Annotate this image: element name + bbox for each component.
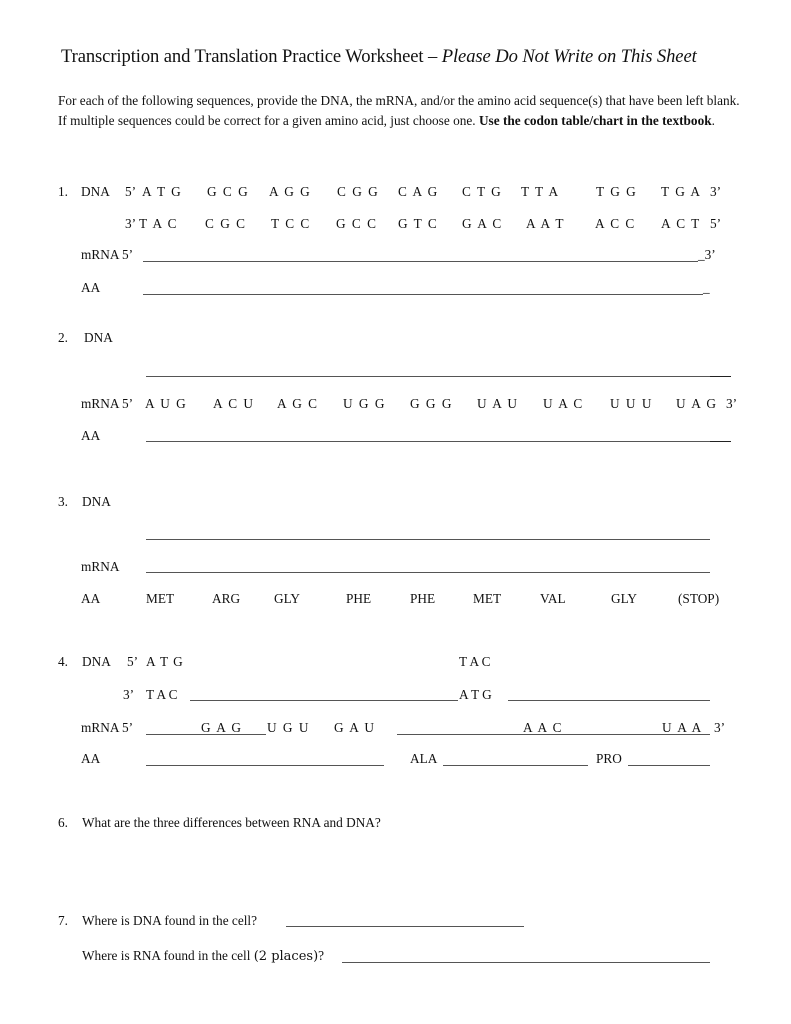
q1-bottom-codon: G T C [398, 216, 437, 231]
q3-amino-acid: GLY [274, 591, 300, 606]
q4-aa-ala: ALA [410, 751, 438, 766]
q3-number: 3. [58, 494, 68, 509]
q1-top-codon: T G G [596, 184, 636, 199]
q4-aa-label: AA [81, 751, 101, 766]
q6-number: 6. [58, 815, 68, 830]
instructions-end: . [711, 113, 715, 128]
q4-number: 4. [58, 654, 68, 669]
q1-bottom-codon: T A C [139, 216, 177, 231]
q4-top-start-codon: A T G [146, 654, 183, 669]
q4-mrna-suffix: 3’ [714, 720, 726, 735]
instructions-bold: Use the codon table/chart in the textbook [478, 113, 712, 128]
q4-mrna-codon-5: U A A [662, 720, 702, 735]
q2-number: 2. [58, 330, 68, 345]
q1-mrna-label: mRNA 5’ [81, 247, 134, 262]
q4-aa-answer-line-1[interactable] [146, 765, 384, 766]
q4-top-prefix: 5’ [127, 654, 139, 669]
q1-bottom-codon: A A T [526, 216, 564, 231]
q1-bottom-codon-suffix: 5’ [710, 216, 722, 231]
q3-amino-acid: PHE [346, 591, 372, 606]
q1-mrna-answer-line[interactable] [143, 261, 698, 262]
q1-dna-label: DNA [81, 184, 110, 199]
q1-bottom-codon: G C C [336, 216, 376, 231]
q1-bottom-codon: T C C [271, 216, 310, 231]
q2-mrna-codon: U A C [543, 396, 583, 411]
q4-aa-pro: PRO [596, 751, 622, 766]
q1-top-codon: C G G [337, 184, 378, 199]
q3-amino-acid: MET [146, 591, 175, 606]
q3-amino-acid: (STOP) [678, 591, 720, 606]
q1-top-codon: C A G [398, 184, 438, 199]
q7-dna-answer-line[interactable] [286, 926, 524, 927]
q4-mrna-codon-3: G A U [334, 720, 374, 735]
q4-mrna-label: mRNA 5’ [81, 720, 134, 735]
q6-question: What are the three differences between RNA and DNA? [82, 815, 381, 830]
q4-mrna-codon-2: U G U [267, 720, 309, 735]
q7-question-rna [82, 948, 324, 964]
q1-top-codon: A G G [269, 184, 310, 199]
q3-dna-label: DNA [82, 494, 111, 509]
q1-mrna-end: _3’ [698, 247, 716, 262]
q7-question-dna: Where is DNA found in the cell? [82, 913, 258, 928]
q2-aa-answer-line[interactable] [146, 441, 710, 442]
q7-question-rna-places: (2 places) [253, 949, 319, 964]
q1-top-codon: G C G [207, 184, 248, 199]
q3-amino-acid: PHE [410, 591, 436, 606]
q3-amino-acid: MET [473, 591, 502, 606]
q4-bottom-start-codon: T A C [146, 687, 178, 702]
q3-mrna-answer-line[interactable] [146, 572, 710, 573]
q1-top-codon-suffix: 3’ [710, 184, 722, 199]
q1-bottom-codon: C G C [205, 216, 245, 231]
q3-dna-answer-line[interactable] [146, 539, 710, 540]
q2-dna-label: DNA [84, 330, 113, 345]
q1-number: 1. [58, 184, 68, 199]
q7-rna-answer-line[interactable] [342, 962, 710, 963]
q7-number: 7. [58, 913, 68, 928]
q1-top-codon: C T G [462, 184, 501, 199]
q1-bottom-prefix: 3’ [125, 216, 137, 231]
title-main: Transcription and Translation Practice Worksheet – [61, 46, 442, 67]
q7-question-rna-mark: ? [318, 948, 325, 963]
q2-mrna-codon: U A U [477, 396, 517, 411]
q3-aa-label: AA [81, 591, 101, 606]
q3-amino-acid: VAL [540, 591, 566, 606]
q1-aa-end: _ [703, 280, 710, 295]
q4-mrna-codon-1: G A G [201, 720, 241, 735]
q2-aa-label: AA [81, 428, 101, 443]
q4-dna-label: DNA [82, 654, 111, 669]
q4-bottom-mid-codon: A T G [459, 687, 492, 702]
q1-top-codon: T G A [661, 184, 701, 199]
q2-mrna-codon: A U G [145, 396, 186, 411]
q2-dna-answer-line-end [710, 376, 731, 377]
title-warning: Please Do Not Write on This Sheet [441, 46, 697, 67]
q2-aa-answer-line-end [710, 441, 731, 442]
q4-aa-answer-line-2[interactable] [443, 765, 588, 766]
q2-mrna-codon: U A G [676, 396, 716, 411]
q2-mrna-codon: U G G [343, 396, 385, 411]
q4-mrna-codon-4: A A C [523, 720, 562, 735]
q2-mrna-codon-suffix: 3’ [726, 396, 738, 411]
q2-mrna-label: mRNA 5’ [81, 396, 134, 411]
q4-aa-answer-line-3[interactable] [628, 765, 710, 766]
q1-bottom-codon: A C C [595, 216, 635, 231]
page-title [61, 46, 697, 68]
q3-mrna-label: mRNA [81, 559, 120, 574]
q1-bottom-codon: A C T [661, 216, 700, 231]
q4-bottom-answer-line-2[interactable] [508, 700, 710, 701]
q1-top-codon: T T A [521, 184, 559, 199]
q4-bottom-answer-line-1[interactable] [190, 700, 458, 701]
q2-dna-answer-line[interactable] [146, 376, 710, 377]
instructions [58, 91, 748, 131]
q1-top-codon: A T G [142, 184, 181, 199]
q4-top-mid-codon: T A C [459, 654, 491, 669]
instructions-text: For each of the following sequences, provide the DNA, the mRNA, and/or the amino acid sequence(s) that have been left blank. If multiple sequences could be correct for a given amino acid, just choose one. [58, 93, 740, 128]
q1-bottom-codon: G A C [462, 216, 502, 231]
q3-amino-acid: GLY [611, 591, 637, 606]
q1-aa-label: AA [81, 280, 101, 295]
q1-aa-answer-line[interactable] [143, 294, 703, 295]
q2-mrna-codon: A C U [213, 396, 253, 411]
q3-amino-acid: ARG [212, 591, 241, 606]
q4-bottom-prefix: 3’ [123, 687, 135, 702]
q2-mrna-codon: G G G [410, 396, 452, 411]
q7-question-rna-text: Where is RNA found in the cell [82, 948, 254, 963]
q2-mrna-codon: A G C [277, 396, 317, 411]
q1-top-prefix: 5’ [125, 184, 137, 199]
q2-mrna-codon: U U U [610, 396, 652, 411]
